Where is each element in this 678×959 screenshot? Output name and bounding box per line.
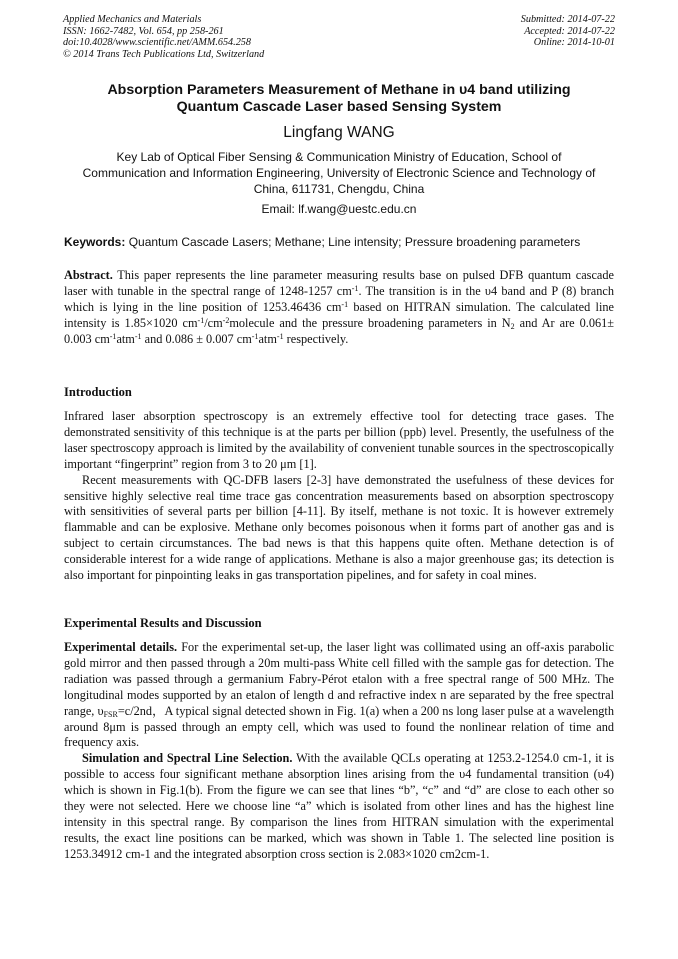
journal-info	[63, 14, 264, 60]
abstract-label: Abstract.	[64, 268, 113, 282]
abstract-text: This paper represents the line parameter measuring results base on pulsed DFB quantum cascade laser with tunable in the spectral range of 1248-1257 cm	[64, 268, 614, 298]
author-name: Lingfang WANG	[283, 124, 395, 141]
abstract-text: based on HITRAN simulation. The calculated line intensity is 1.85×1020 cm	[64, 299, 614, 330]
abstract-text: and Ar are 0.061± 0.003 cm	[64, 315, 615, 346]
abstract-sup: -1	[251, 331, 259, 341]
journal-issn: ISSN: 1662-7482, Vol. 654, pp 258-261	[63, 25, 224, 37]
abstract-sub: 2	[510, 321, 515, 331]
affiliation-line-1: Key Lab of Optical Fiber Sensing & Communication Ministry of Education, School of	[116, 150, 562, 164]
journal-name: Applied Mechanics and Materials	[63, 14, 202, 25]
abstract-text: molecule and the pressure broadening parameters in N	[229, 315, 511, 330]
title-line-1: Absorption Parameters Measurement of Methane in υ4 band utilizing	[107, 82, 571, 98]
abstract-sup: -1	[341, 299, 349, 309]
abstract-sup: -1	[134, 331, 142, 341]
paper-title	[60, 82, 618, 116]
publication-dates	[521, 14, 615, 49]
abstract	[64, 268, 614, 348]
abstract-text: /cm	[204, 315, 223, 330]
experimental-body	[64, 640, 614, 863]
abstract-sup: -1	[351, 283, 359, 293]
title-line-2: Quantum Cascade Laser based Sensing System	[176, 99, 502, 115]
introduction-paragraph-1: Infrared laser absorption spectroscopy is an extremely effective tool for detecting trace gases. The demonstrated sensitivity of this technique is at the parts per billion (ppb) level. Presently, the usefulness of the laser spectroscopy approach is limited by the availability of convenient tunable sources in the spectroscopically important “fingerprint” region from 3 to 20 μm [1].	[64, 409, 614, 471]
affiliation	[60, 149, 618, 197]
keywords	[64, 235, 616, 250]
experimental-details-text-2: =c/2nd，A typical signal detected shown in Fig. 1(a) when a 200 ns long laser pulse at a wavelength around 8μm is passed through an empty cell, which was used to found the nonlinear relation of time and frequency axis.	[64, 703, 614, 750]
simulation-text: With the available QCLs operating at 1253.2-1254.0 cm-1, it is possible to access four significant methane absorption lines arising from the υ4 fundamental transition (υ4) which is shown in Fig.1(b). From the figure we can see that lines “b”, “c” and “d” are close to each other so they were not selected. Here we choose line “a” which is isolated from other lines and has the highest line intensity in this spectral range. By comparison the lines from HITRAN simulation with the experimental results, the exact line positions can be marked, which was shown in Table 1. The selected line position is 1253.34912 cm-1 and the integrated absorption cross section is 2.083×1020 cm2cm-1.	[64, 751, 614, 861]
simulation-label: Simulation and Spectral Line Selection.	[82, 751, 293, 766]
keywords-label: Keywords:	[64, 235, 126, 249]
abstract-text: . The transition is in the υ4 band and P (8) branch which is lying in the line position of 1253.46436 cm	[64, 283, 614, 314]
abstract-text: and 0.086 ± 0.007 cm	[141, 331, 252, 346]
affiliation-line-2: Communication and Information Engineering, University of Electronic Science and Technology of	[82, 166, 596, 180]
experimental-details-text: For the experimental set-up, the laser light was collimated using an off-axis parabolic gold mirror and then passed through a 20m multi-pass White cell filled with the sample gas for detection. The radiation was passed through a germanium Fabry-Pérot etalon with a free spectral range of 500 MHz. The longitudinal modes supported by an etalon of length d and refractive index n are separated by the free spectral range, υ	[64, 640, 614, 718]
submitted-date: Submitted: 2014-07-22	[520, 14, 615, 25]
experimental-details-label: Experimental details.	[64, 640, 178, 654]
abstract-sup: -1	[197, 315, 205, 325]
abstract-sup: -2	[222, 315, 230, 325]
affiliation-line-3: China, 611731, Chengdu, China	[253, 182, 425, 196]
introduction-heading: Introduction	[64, 385, 132, 399]
abstract-text: respectively.	[283, 331, 349, 346]
abstract-text: atm	[116, 331, 135, 346]
introduction-paragraph-2: Recent measurements with QC-DFB lasers [2-3] have demonstrated the usefulness of these devices for sensitive highly selective real time trace gas concentration measurements based on absorption spectroscopy with sensitivities of several parts per billion [4-11]. By itself, methane is not toxic. It is however extremely flammable and can be explosive. Methane only becomes poisonous when it forms part of another gas and is subject to certain circumstances. The bad news is that this happens quite often. Methane detection is of considerable interest for a wide range of applications. Methane is also a major greenhouse gas; its detection is also important for pinpointing leaks in gas transportation pipelines, and for safety in coal mines.	[64, 472, 614, 583]
accepted-date: Accepted: 2014-07-22	[524, 25, 615, 37]
experimental-heading: Experimental Results and Discussion	[64, 616, 262, 630]
abstract-sup: -1	[276, 331, 284, 341]
journal-doi: doi:10.4028/www.scientific.net/AMM.654.258	[63, 37, 251, 49]
introduction-body	[64, 409, 614, 584]
abstract-text: atm	[258, 331, 277, 346]
abstract-sup: -1	[109, 331, 117, 341]
keywords-text: Quantum Cascade Lasers; Methane; Line intensity; Pressure broadening parameters	[125, 235, 581, 249]
fsr-subscript: FSR	[103, 709, 118, 719]
online-date: Online: 2014-10-01	[533, 37, 615, 49]
author-email: Email: lf.wang@uestc.edu.cn	[261, 202, 417, 216]
journal-copyright: © 2014 Trans Tech Publications Ltd, Switzerland	[63, 48, 265, 60]
